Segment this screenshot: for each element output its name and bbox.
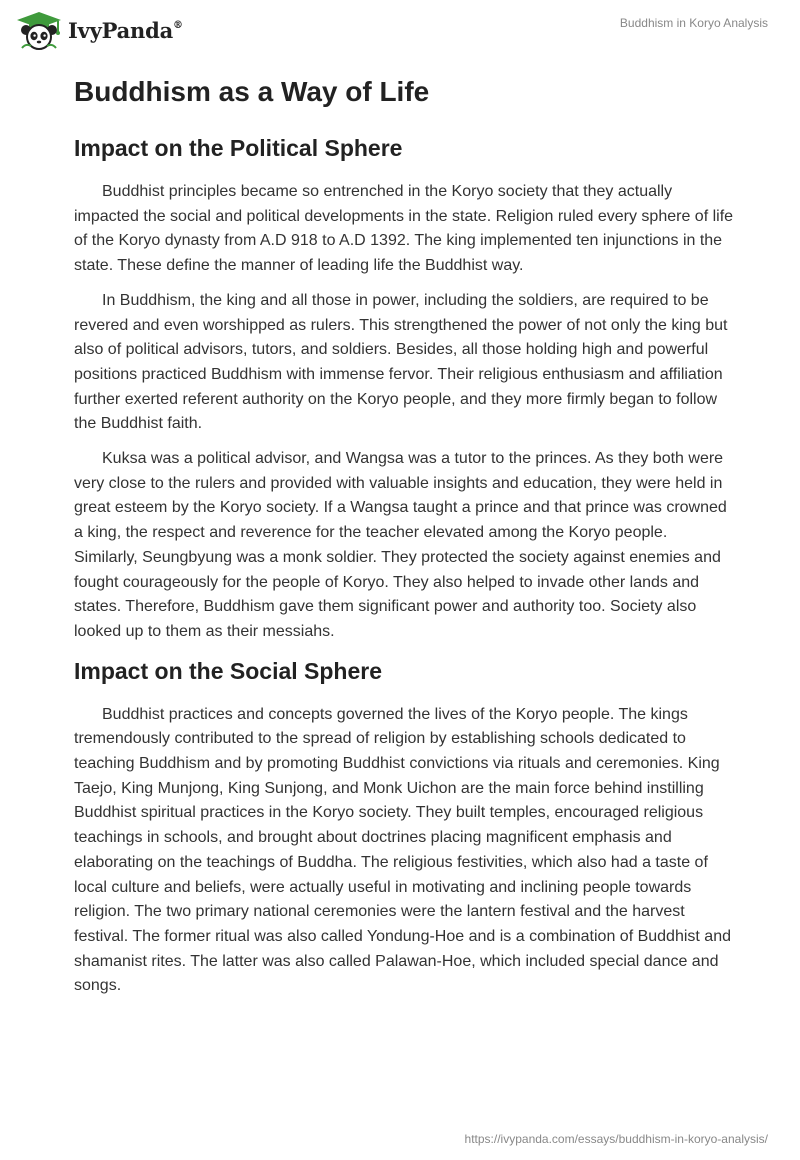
- article-content: [74, 72, 734, 1009]
- page-header: [0, 0, 800, 62]
- section-heading-social: Impact on the Social Sphere: [74, 657, 383, 684]
- source-url[interactable]: https://ivypanda.com/essays/buddhism-in-koryo-analysis/: [464, 1132, 768, 1146]
- paragraph: Buddhist practices and concepts governed the lives of the Koryo people. The kings tremendously contributed to the spread of religion by establishing schools dedicated to teaching Buddhism and by promoting Buddhist convictions via rituals and ceremonies. King Taejo, King Munjong, King Sunjong, and Monk Uichon are the main force behind instilling Buddhist spiritual practices in the Koryo society. They built temples, encouraged religious teachings in schools, and brought about doctrines placing magnificent emphasis and elaborating on the teachings of Buddha. The religious festivities, which also had a taste of local culture and beliefs, were actually useful in motivating and inclining people towards religion. The two primary national ceremonies were the lantern festival and the harvest festival. The former ritual was also called Yondung-Hoe and is a combination of Buddhist and shamanist rites. The latter was also called Palawan-Hoe, which included special dance and songs.: [74, 705, 731, 995]
- ivypanda-logo[interactable]: [16, 10, 183, 50]
- paragraph: In Buddhism, the king and all those in power, including the soldiers, are required to be revered and even worshipped as rulers. This strengthened the power of not only the king but also of political advisors, tutors, and soldiers. Besides, all those holding high and powerful positions practiced Buddhism with immense fervor. Their religious enthusiasm and affiliation further exerted referent authority on the Koryo people, and they more firmly began to follow the Buddhist faith.: [74, 291, 728, 433]
- document-title: Buddhism in Koryo Analysis: [619, 16, 768, 30]
- section-heading-political: Impact on the Political Sphere: [74, 135, 403, 161]
- paragraph: Buddhist principles became so entrenched in the Koryo society that they actually impacted the social and political developments in the state. Religion ruled every sphere of life of the Koryo dynasty from A.D 918 to A.D 1392. The king implemented ten injunctions in the state. These define the manner of leading life the Buddhist way.: [74, 183, 734, 275]
- panda-graduation-icon: [16, 10, 62, 50]
- logo-wordmark: IvyPanda®: [68, 17, 183, 43]
- article-title: Buddhism as a Way of Life: [74, 76, 430, 107]
- paragraph: Kuksa was a political advisor, and Wangsa was a tutor to the princes. As they both were very close to the rulers and provided with valuable insights and education, they were held in great esteem by the Koryo society. If a Wangsa taught a prince and that prince was crowned a king, the respect and reverence for the teacher elevated among the Koryo people. Similarly, Seungbyung was a monk soldier. They protected the society against enemies and fought courageously for the people of Koryo. They also helped to invade other lands and states. Therefore, Buddhism gave them significant power and authority too. Society also looked up to them as their messiahs.: [74, 450, 727, 640]
